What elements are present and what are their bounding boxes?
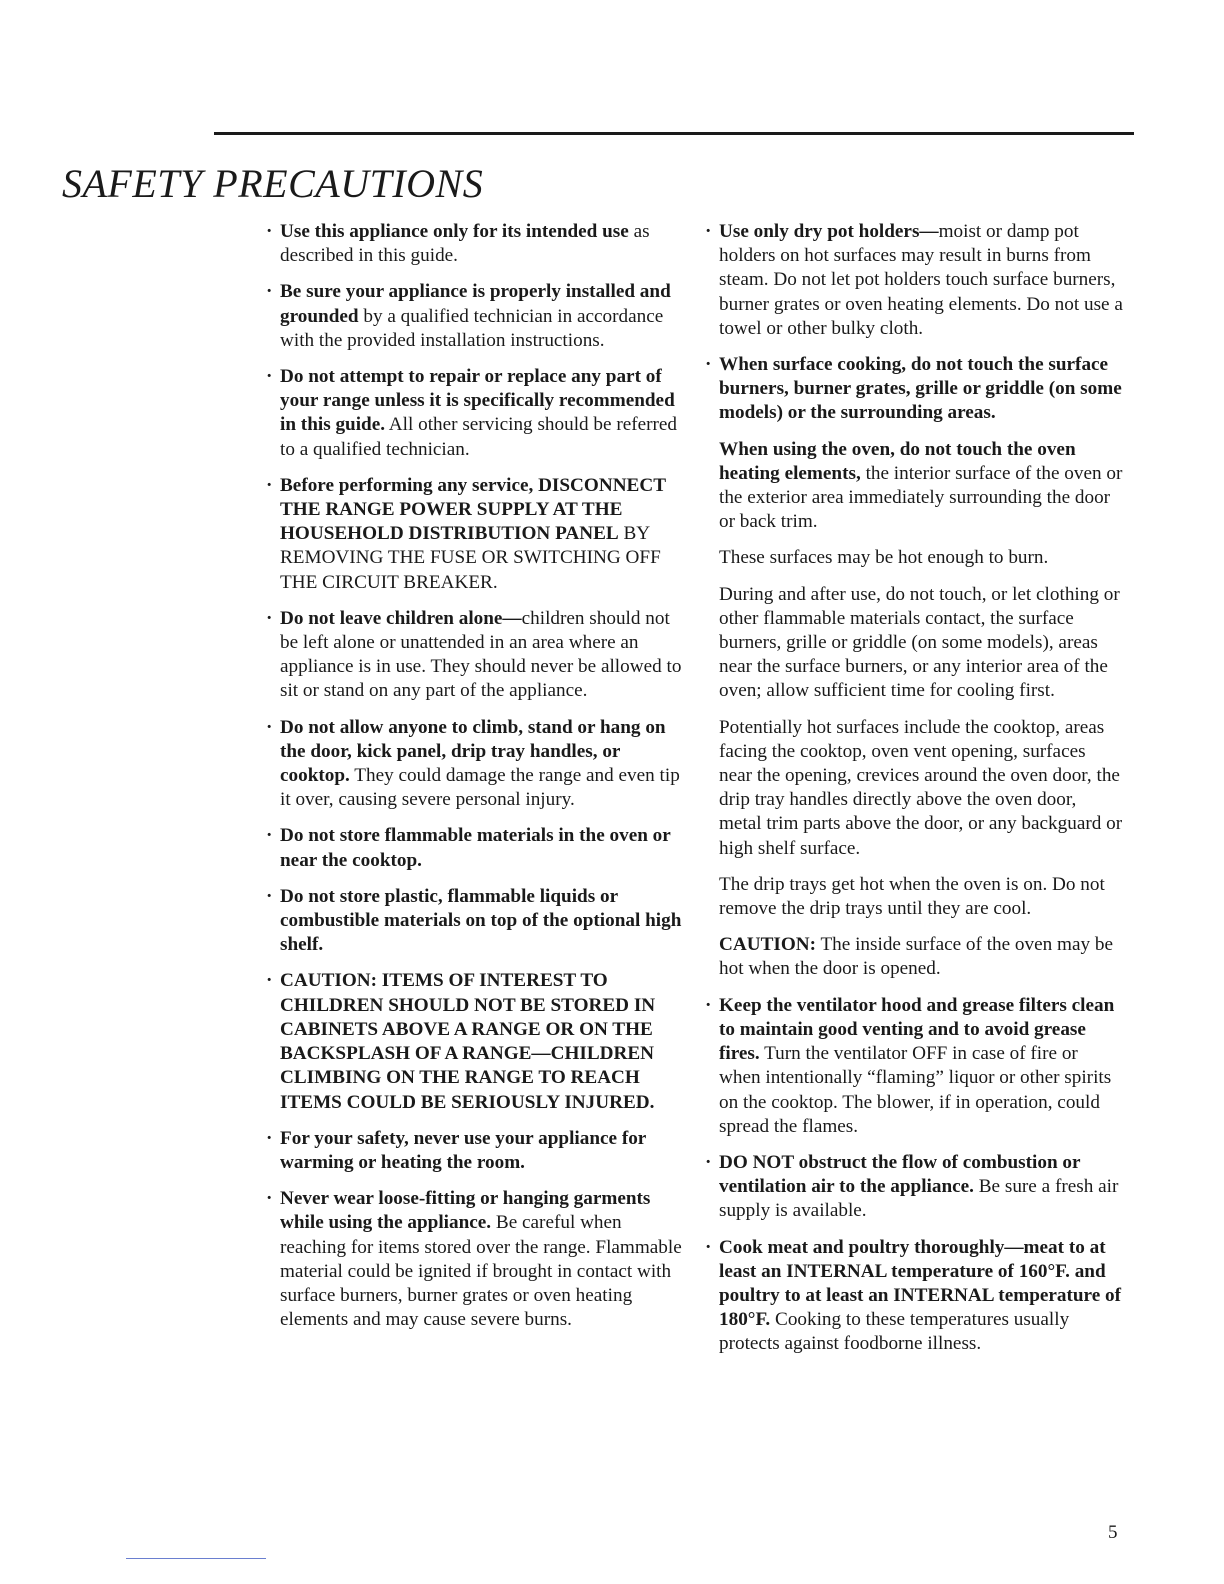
bullet-item — [703, 353, 1123, 426]
left-column — [264, 220, 684, 1332]
bold-lead-text: Do not store plastic, flammable liquids or combustible materials on top of the optional high shelf. — [280, 885, 682, 956]
bold-lead-text: CAUTION: ITEMS OF INTEREST TO CHILDREN SHOULD NOT BE STORED IN CABINETS ABOVE A RANGE OR ON THE BACKSPLASH OF A RANGE—CHILDREN CLIMBING ON THE RANGE TO REACH ITEMS COULD BE SERIOUSLY INJURED. — [280, 970, 656, 1113]
page-title: SAFETY PRECAUTIONS — [62, 161, 484, 206]
bullet-item — [264, 969, 684, 1114]
bullet-item — [703, 220, 1123, 341]
body-text: They could damage the range and even tip it over, causing severe personal injury. — [280, 765, 680, 811]
body-text: Be sure a fresh air supply is available. — [719, 1176, 1119, 1222]
bullet-item — [264, 365, 684, 462]
bold-lead-text: Never wear loose-fitting or hanging garments while using the appliance. — [280, 1188, 651, 1234]
bold-lead-text: Keep the ventilator hood and grease filters clean to maintain good venting and to avoid grease fires. — [719, 994, 1115, 1065]
bold-lead-text: Use only dry pot holders— — [719, 221, 939, 242]
body-text: Cooking to these temperatures usually protects against foodborne illness. — [719, 1309, 1070, 1355]
bullet-item — [703, 1151, 1123, 1224]
bold-lead-text: When surface cooking, do not touch the surface burners, burner grates, grille or griddle (on some models) or the surrounding areas. — [719, 354, 1122, 424]
body-text: BY REMOVING THE FUSE OR SWITCHING OFF THE CIRCUIT BREAKER. — [280, 523, 661, 593]
body-text: children should not be left alone or unattended in an area where an appliance is in use. They should never be allowed to sit or stand on any part of the appliance. — [280, 607, 682, 702]
body-text: the interior surface of the oven or the exterior area immediately surrounding the door or back trim. — [719, 462, 1123, 533]
paragraph — [703, 716, 1123, 861]
bold-lead-text: Do not leave children alone— — [280, 607, 522, 629]
body-text: Be careful when reaching for items stored over the range. Flammable material could be ignited if brought in contact with surface burners, burner grates or oven heating elements and may cause severe burns. — [280, 1212, 682, 1331]
paragraph — [703, 873, 1123, 921]
bullet-item — [703, 1236, 1123, 1357]
body-text: These surfaces may be hot enough to burn. — [719, 547, 1049, 569]
body-text: The inside surface of the oven may be hot when the door is opened. — [719, 934, 1113, 980]
bullet-item — [264, 607, 684, 704]
right-column — [703, 220, 1123, 1357]
bullet-item — [264, 824, 684, 872]
body-text: The drip trays get hot when the oven is on. Do not remove the drip trays until they are cool. — [719, 873, 1105, 920]
body-text: moist or damp pot holders on hot surfaces may result in burns from steam. Do not let pot holders touch surface burners, burner grates or oven heating elements. Do not use a towel or other bulky cloth. — [719, 221, 1123, 339]
body-text: All other servicing should be referred to a qualified technician. — [280, 414, 678, 460]
body-text: as described in this guide. — [280, 221, 650, 267]
page-number: 5 — [1108, 1522, 1118, 1543]
paragraph — [703, 546, 1123, 570]
paragraph — [703, 933, 1123, 981]
bold-lead-text: CAUTION: — [719, 934, 817, 956]
bold-lead-text: Do not allow anyone to climb, stand or hang on the door, kick panel, drip tray handles, or cooktop. — [280, 716, 666, 787]
bullet-item — [264, 474, 684, 595]
header-rule — [214, 132, 1134, 135]
bold-lead-text: Cook meat and poultry thoroughly—meat to at least an INTERNAL temperature of 160°F. and poultry to at least an INTERNAL temperature of 180°F. — [719, 1236, 1122, 1331]
bullet-item — [703, 994, 1123, 1139]
paragraph — [703, 583, 1123, 704]
paragraph — [703, 438, 1123, 535]
bold-lead-text: Before performing any service, DISCONNECT THE RANGE POWER SUPPLY AT THE HOUSEHOLD DISTRIBUTION PANEL — [280, 474, 666, 545]
body-text: Potentially hot surfaces include the cooktop, areas facing the cooktop, oven vent opening, surfaces near the opening, crevices around the oven door, the drip tray handles directly above the oven door, metal trim parts above the door, or any backguard or high shelf surface. — [719, 716, 1123, 859]
bold-lead-text: Be sure your appliance is properly installed and grounded — [280, 281, 671, 327]
bullet-item — [264, 280, 684, 353]
bullet-item — [264, 716, 684, 813]
bold-lead-text: DO NOT obstruct the flow of combustion or ventilation air to the appliance. — [719, 1151, 1081, 1198]
body-text: During and after use, do not touch, or let clothing or other flammable materials contact, the surface burners, grille or griddle (on some models), areas near the surface burners, or any interior area of the oven; allow sufficient time for cooling first. — [719, 583, 1120, 702]
bullet-item — [264, 885, 684, 958]
bold-lead-text: For your safety, never use your appliance for warming or heating the room. — [280, 1127, 646, 1173]
bullet-item — [264, 1187, 684, 1332]
footer-link-underline — [126, 1558, 266, 1559]
bold-lead-text: When using the oven, do not touch the oven heating elements, — [719, 438, 1076, 484]
bullet-item — [264, 220, 684, 268]
bold-lead-text: Use this appliance only for its intended use — [280, 221, 629, 242]
body-text: Turn the ventilator OFF in case of fire or when intentionally “flaming” liquor or other spirits on the cooktop. The blower, if in operation, could spread the flames. — [719, 1043, 1112, 1137]
bullet-item — [264, 1127, 684, 1175]
body-text: by a qualified technician in accordance with the provided installation instructions. — [280, 305, 664, 351]
bold-lead-text: Do not attempt to repair or replace any part of your range unless it is specifically recommended in this guide. — [280, 366, 675, 436]
bold-lead-text: Do not store flammable materials in the oven or near the cooktop. — [280, 825, 671, 871]
